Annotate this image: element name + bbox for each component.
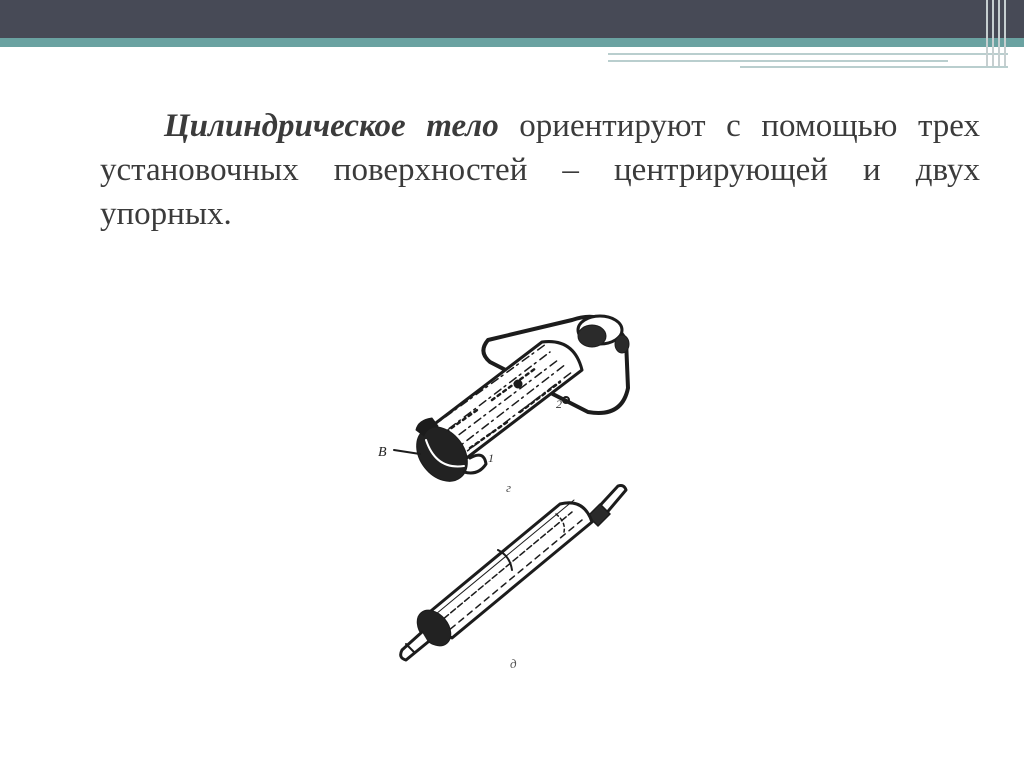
emphasized-term: Цилиндрическое тело: [164, 108, 499, 144]
label-1: 1: [488, 451, 494, 465]
slide-body-text: [100, 104, 980, 236]
label-g: г: [506, 480, 512, 495]
header-dark-band: [0, 0, 1024, 38]
label-2: 2: [556, 397, 562, 411]
header-thin-line-3: [740, 66, 1008, 68]
header-vertical-bars: [984, 0, 1010, 66]
lower-shaft-drawing: [401, 486, 626, 661]
header-thin-line-1: [608, 53, 1008, 55]
label-b: B: [378, 445, 387, 460]
header-thin-line-2: [608, 60, 948, 62]
label-d: д: [510, 656, 517, 671]
upper-fixture-drawing: [394, 316, 629, 491]
cylindrical-part-illustration: [360, 300, 660, 690]
sentence-rest: ориентируют с помощью трех установочных поверхностей – центрирующей и двух упорных.: [100, 108, 980, 232]
header-teal-stripe: [0, 38, 1024, 47]
